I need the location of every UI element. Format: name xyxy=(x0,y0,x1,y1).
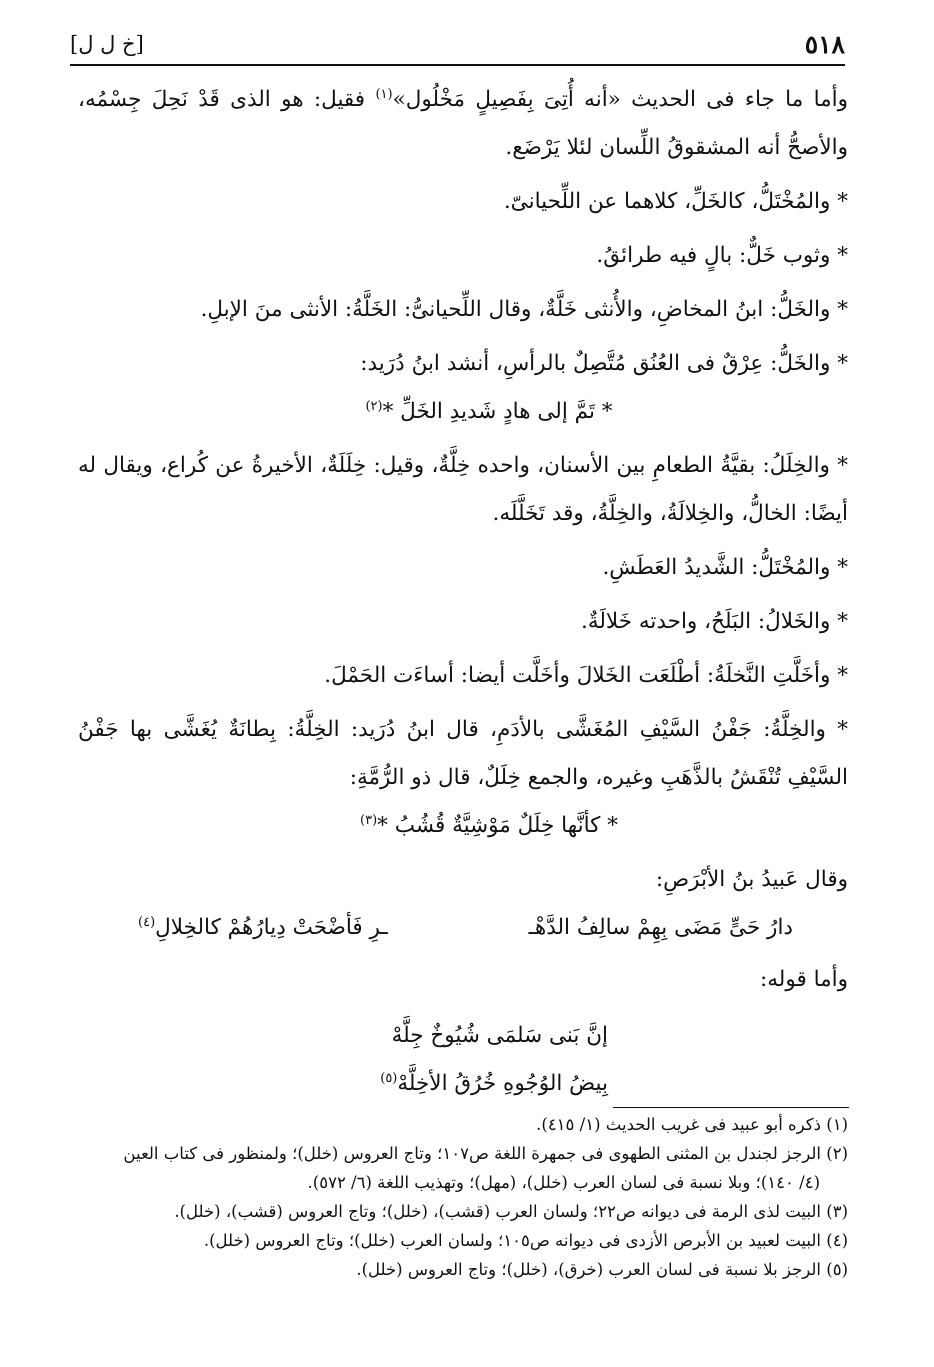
footnote-ref: (٣) xyxy=(360,812,378,828)
header-rule xyxy=(70,64,845,66)
verse-line: إنَّ بَنى سَلمَى شُيُوخٌ جِلَّهْ xyxy=(391,1023,608,1048)
footnote: (٢) الرجز لجندل بن المثنى الطهوى فى جمهرة اللغة ص١٠٧؛ وتاج العروس (خلل)؛ ولمنظور فى كتاب العين xyxy=(123,1144,848,1163)
hemistich-first: دارُ حَىٍّ مَضَى بِهِمْ سالِفُ الدَّهْـ xyxy=(528,915,793,940)
hemistich-second xyxy=(138,904,388,952)
footnote-rule xyxy=(613,1107,849,1108)
footnote-ref: (٥) xyxy=(380,1070,398,1086)
paragraph: وقال عَبيدُ بنُ الأبْرَصِ: xyxy=(655,867,848,892)
main-text xyxy=(78,76,848,1108)
entry: * والخِلَلُ: بقيَّةُ الطعامِ بين الأسنان، واحده خِلَّةٌ، وقيل: خِلَلَةٌ، الأخيرةُ عن كُراع، ويقال له أيضًا: الخالُّ، والخِلالَةُ، والخِلَّةُ، وقد تَخَلَّلَه. xyxy=(78,453,848,526)
paragraph: وأما قوله: xyxy=(760,967,848,992)
entry: * والخِلَّةُ: جَفْنُ السَّيْفِ المُغَشَّى بالأدَمِ، قال ابنُ دُرَيد: الخِلَّةُ: بِطانَةٌ يُغَشَّى بها جَفْنُ السَّيْفِ تُنْقَشُ بالذَّهَبِ وغيره، والجمع خِلَلٌ، قال ذو الرُّمَّةِ: xyxy=(78,717,848,790)
entry: * والخَلالُ: البَلَحُ، واحدته خَلالَةٌ. xyxy=(581,609,848,634)
entry: * وأخَلَّتِ النَّخلَةُ: أطْلَعَت الخَلالَ وأخَلَّت أيضا: أساءَت الحَمْلَ. xyxy=(324,663,848,688)
footnotes xyxy=(78,1110,848,1284)
entry: * والخَلُّ: عِرْقٌ فى العُنُق مُتَّصِلٌ بالرأسِ، أنشد ابنُ دُرَيد: xyxy=(360,351,848,376)
paragraph-text: فقيل: هو الذى قَدْ نَحِلَ جِسْمُه، والأصحُّ أنه المشقوقُ اللِّسان لئلا يَرْضَع. xyxy=(78,87,848,160)
footnote-ref: (٤) xyxy=(138,914,156,930)
entry: * والمُخْتَلُّ: الشَّديدُ العَطَشِ. xyxy=(602,555,848,580)
footnote: (١) ذكره أبو عبيد فى غريب الحديث (١/ ٤١٥). xyxy=(536,1115,848,1134)
footnote-ref: (١) xyxy=(375,86,393,102)
footnote-ref: (٢) xyxy=(365,398,383,414)
root-label: [خ ل ل] xyxy=(70,32,144,56)
paragraph xyxy=(78,76,848,172)
entry: * والمُخْتَلُّ، كالخَلِّ، كلاهما عن اللِّحيانىّ. xyxy=(503,189,848,214)
footnote: (٣) البيت لذى الرمة فى ديوانه ص٢٢؛ ولسان العرب (قشب)، (خلل)؛ وتاج العروس (قشب)، (خلل). xyxy=(174,1202,848,1221)
paragraph-text: وأما ما جاء فى الحديث «أنه أُتِىَ بِفَصِيلٍ مَخْلُول» xyxy=(392,87,848,112)
footnote: (٥) الرجز بلا نسبة فى لسان العرب (خرق)، (خلل)؛ وتاج العروس (خلل). xyxy=(356,1260,848,1279)
verse-line xyxy=(78,1060,848,1108)
verse-text: * تَمَّ إلى هادٍ شَديدِ الخَلِّ * xyxy=(382,399,613,424)
entry: * وثوب خَلٌّ: بالٍ فيه طرائقُ. xyxy=(596,243,848,268)
verse-text: * كأنَّها خِلَلٌ مَوْشِيَّةٌ قُشُبُ * xyxy=(377,813,618,838)
verse xyxy=(78,388,848,436)
verse-text: ـرِ فَأضْحَتْ دِيارُهُمْ كالخِلالِ xyxy=(155,915,388,940)
poem-line xyxy=(78,904,848,956)
verse xyxy=(78,802,848,850)
page-number: ٥١٨ xyxy=(804,30,845,59)
page-header xyxy=(70,22,845,66)
footnote-continuation: (٤/ ١٤٠)؛ وبلا نسبة فى لسان العرب (خلل)، (مهل)؛ وتهذيب اللغة (٦/ ٥٧٢). xyxy=(307,1173,820,1192)
footnote: (٤) البيت لعبيد بن الأبرص الأزدى فى ديوانه ص١٠٥؛ ولسان العرب (خلل)؛ وتاج العروس (خلل). xyxy=(203,1231,848,1250)
entry: * والخَلُّ: ابنُ المخاضِ، والأُنثى خَلَّةٌ، وقال اللِّحيانىُّ: الخَلَّةُ: الأنثى منَ الإبلِ. xyxy=(200,297,848,322)
verse-text: بِيضُ الوُجُوهِ خُرُقُ الأخِلَّهْ xyxy=(397,1071,608,1096)
